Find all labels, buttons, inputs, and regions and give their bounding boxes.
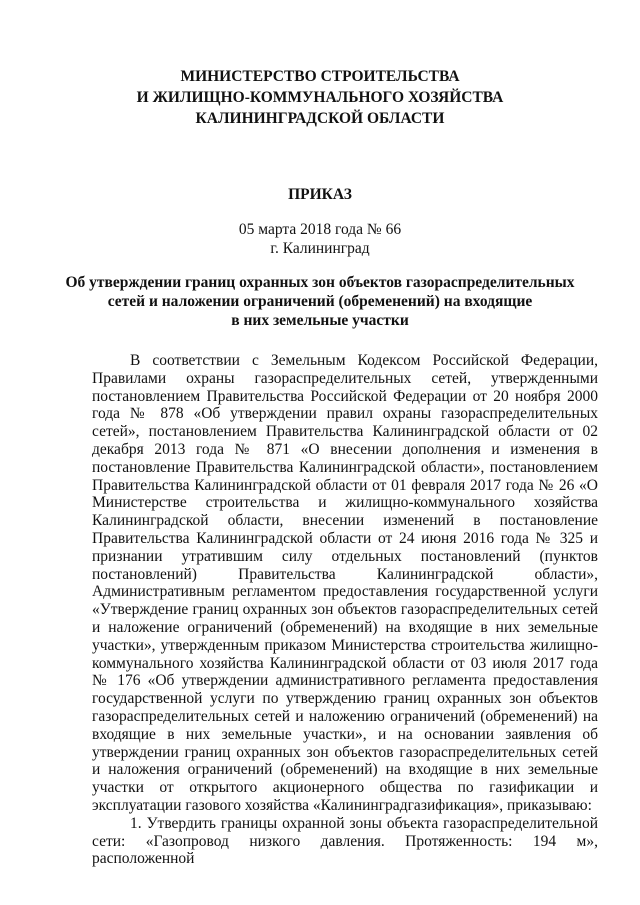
ministry-line-3: КАЛИНИНГРАДСКОЙ ОБЛАСТИ: [195, 110, 445, 127]
order-title: ПРИКАЗ: [288, 186, 352, 203]
order-date-number: 05 марта 2018 года № 66: [238, 221, 402, 238]
ministry-header: [0, 66, 640, 129]
subject-line-2: сетей и наложении ограничений (обременений) на входящие: [107, 293, 533, 310]
subject-line-3: в них земельные участки: [231, 312, 409, 329]
order-subject: [0, 273, 640, 330]
document-body: [92, 352, 598, 868]
ministry-line-1: МИНИСТЕРСТВО СТРОИТЕЛЬСТВА: [180, 68, 460, 85]
subject-line-1: Об утверждении границ охранных зон объектов газораспределительных: [65, 274, 575, 291]
ministry-line-2: И ЖИЛИЩНО-КОММУНАЛЬНОГО ХОЗЯЙСТВА: [136, 89, 504, 106]
order-city: г. Калининград: [270, 240, 370, 257]
body-paragraph-1: В соответствии с Земельным Кодексом Российской Федерации, Правилами охраны газораспределительных сетей, утвержденными постановлением Правительства Российской Федерации от 20 ноября 2000 года № 878 «Об утверждении правил охраны газораспределительных сетей», постановлением Правительства Калининградской области от 02 декабря 2013 года № 871 «О внесении дополнения и изменения в постановление Правительства Калининградской области», постановлением Правительства Калининградской области от 01 февраля 2017 года № 26 «О Министерстве строительства и жилищно-коммунального хозяйства Калининградской области, внесении изменений в постановление Правительства Калининградской области от 24 июня 2016 года № 325 и признании утратившим силу отдельных постановлений (пунктов постановлений) Правительства Калининградской области», Административным регламентом предоставления государственной услуги «Утверждение границ охранных зон объектов газораспределительных сетей и наложение ограничений (обременений) на входящие в них земельные участки», утвержденным приказом Министерства строительства жилищно-коммунального хозяйства Калининградской области от 03 июля 2017 года № 176 «Об утверждении административного регламента предоставления государственной услуги по утверждению границ охранных зон объектов газораспределительных сетей и наложению ограничений (обременений) на входящие в них земельные участки», и на основании заявления об утверждении границ охранных зон объектов газораспределительных сетей и наложения ограничений (обременений) на входящие в них земельные участки от открытого акционерного общества по газификации и эксплуатации газового хозяйства «Калининградгазификация», приказываю:: [92, 352, 598, 814]
order-meta: [0, 220, 640, 258]
body-paragraph-2: 1. Утвердить границы охранной зоны объекта газораспределительной сети: «Газопровод низкого давления. Протяженность: 194 м», расположенной: [92, 814, 598, 868]
